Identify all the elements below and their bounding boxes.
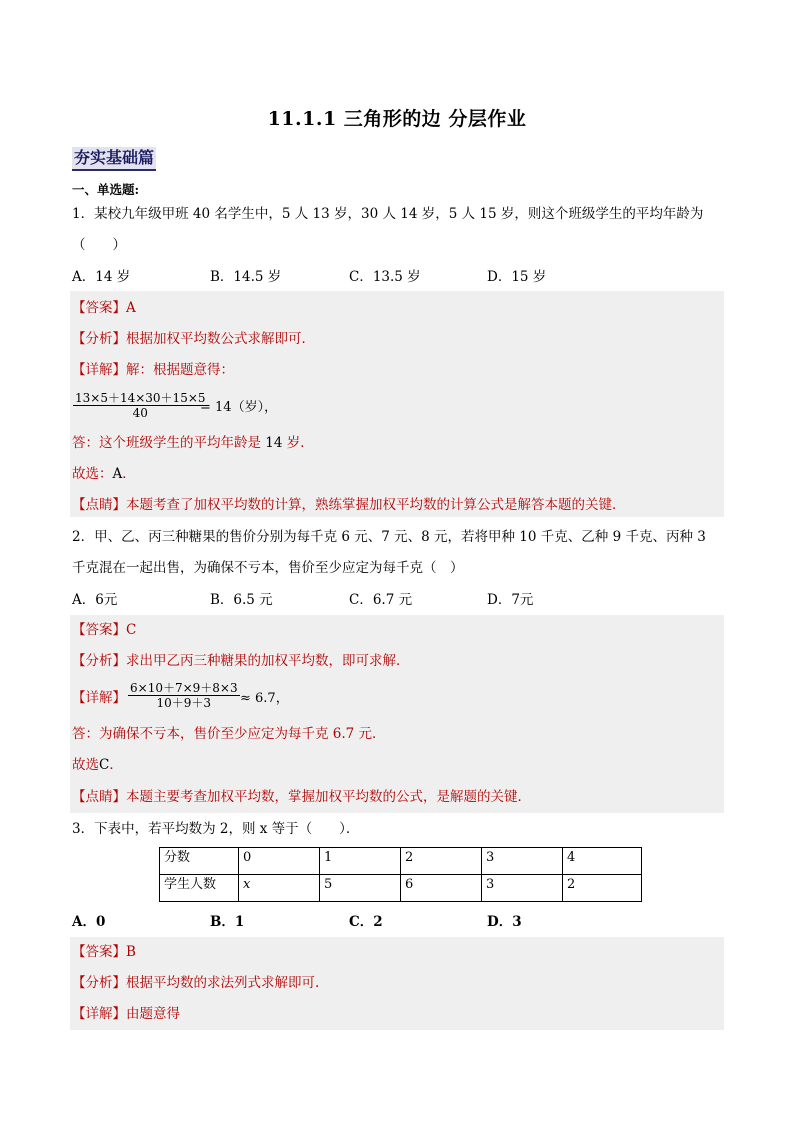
q1-option-d: D．15 岁 bbox=[487, 269, 547, 285]
q3-option-b: B．1 bbox=[210, 914, 245, 930]
q1-stem-line2: （ ） bbox=[72, 237, 126, 253]
q3-analysis bbox=[72, 973, 722, 993]
q2-option-a: A．6元 bbox=[72, 592, 118, 608]
q2-comment bbox=[72, 787, 722, 807]
q2-formula-result: ≈ 6.7， bbox=[240, 691, 289, 706]
fraction-numerator: 13×5＋14×30＋15×5 bbox=[75, 391, 206, 405]
table-cell: x bbox=[239, 875, 320, 902]
table-cell: 2 bbox=[401, 848, 482, 875]
q1-detail bbox=[72, 360, 722, 380]
table-row bbox=[160, 875, 642, 902]
q3-detail bbox=[72, 1004, 722, 1024]
q2-analysis bbox=[72, 651, 722, 671]
q2-conclusion: 答：为确保不亏本，售价至少应定为每千克 6.7 元． bbox=[72, 726, 386, 742]
analysis-tag: 【分析】 bbox=[72, 653, 126, 669]
comment-tag: 【点睛】 bbox=[72, 497, 126, 513]
q1-comment bbox=[72, 495, 722, 515]
q1-choice bbox=[72, 464, 722, 484]
table-cell: 6 bbox=[401, 875, 482, 902]
analysis-text: 根据加权平均数公式求解即可． bbox=[126, 331, 315, 347]
detail-text: 由题意得 bbox=[126, 1006, 180, 1022]
table-cell: 2 bbox=[563, 875, 642, 902]
q1-stem-line1: 1．某校九年级甲班 40 名学生中，5 人 13 岁，30 人 14 岁，5 人 15 岁，则这个班级学生的平均年龄为 bbox=[72, 206, 704, 222]
table-cell: 分数 bbox=[160, 848, 239, 875]
q1-option-a: A．14 岁 bbox=[72, 269, 131, 285]
table-cell: 3 bbox=[482, 875, 563, 902]
q3-score-table bbox=[159, 847, 642, 902]
q1-answer bbox=[72, 298, 722, 318]
analysis-tag: 【分析】 bbox=[72, 331, 126, 347]
page-title: 11.1.1 三角形的边 分层作业 bbox=[267, 108, 527, 130]
q2-option-d: D．7元 bbox=[487, 592, 534, 608]
table-cell: 4 bbox=[563, 848, 642, 875]
q3-stem: 3．下表中，若平均数为 2，则 x 等于（ ）． bbox=[72, 821, 360, 837]
choice-prefix: 故选： bbox=[72, 466, 113, 482]
choice-suffix: ． bbox=[109, 757, 123, 773]
q1-option-b: B．14.5 岁 bbox=[210, 269, 282, 285]
answer-tag: 【答案】 bbox=[72, 300, 126, 316]
analysis-text: 根据平均数的求法列式求解即可. bbox=[126, 975, 320, 991]
q2-option-b: B．6.5 元 bbox=[210, 592, 273, 608]
fraction-denominator: 40 bbox=[132, 406, 148, 420]
q3-answer bbox=[72, 942, 722, 962]
table-cell: 1 bbox=[320, 848, 401, 875]
q3-option-c: C．2 bbox=[349, 914, 383, 930]
analysis-text: 求出甲乙丙三种糖果的加权平均数，即可求解． bbox=[126, 653, 410, 669]
q2-answer bbox=[72, 620, 722, 640]
answer-value: C bbox=[126, 622, 137, 638]
q2-choice bbox=[72, 755, 722, 775]
q1-option-c: C．13.5 岁 bbox=[349, 269, 421, 285]
q2-formula-fraction bbox=[128, 681, 240, 710]
choice-prefix: 故选 bbox=[72, 757, 99, 773]
answer-tag: 【答案】 bbox=[72, 944, 126, 960]
table-cell: 0 bbox=[239, 848, 320, 875]
answer-value: B bbox=[126, 944, 136, 960]
fraction-denominator: 10＋9＋3 bbox=[156, 696, 212, 710]
comment-text: 本题考查了加权平均数的计算，熟练掌握加权平均数的计算公式是解答本题的关键． bbox=[126, 497, 626, 513]
q1-conclusion bbox=[72, 433, 722, 453]
q2-stem-line1: 2．甲、乙、丙三种糖果的售价分别为每千克 6 元、7 元、8 元，若将甲种 10 千克、乙种 9 千克、丙种 3 bbox=[72, 529, 706, 545]
choice-value: C bbox=[99, 757, 110, 773]
conclusion-value: 14 bbox=[265, 435, 283, 451]
choice-suffix: ． bbox=[122, 466, 136, 482]
q2-option-c: C．6.7 元 bbox=[349, 592, 413, 608]
answer-value: A bbox=[126, 300, 136, 316]
comment-tag: 【点睛】 bbox=[72, 789, 126, 805]
table-row bbox=[160, 848, 642, 875]
conclusion-prefix: 答：这个班级学生的平均年龄是 bbox=[72, 435, 266, 451]
table-cell: 3 bbox=[482, 848, 563, 875]
section-heading: 夯实基础篇 bbox=[72, 147, 156, 171]
q3-option-a: A．0 bbox=[72, 914, 106, 930]
table-cell: 学生人数 bbox=[160, 875, 239, 902]
detail-tag: 【详解】 bbox=[72, 362, 126, 378]
q2-stem-line2: 千克混在一起出售，为确保不亏本，售价至少应定为每千克（ ） bbox=[72, 560, 464, 576]
analysis-tag: 【分析】 bbox=[72, 975, 126, 991]
q1-formula-result: = 14（岁）， bbox=[200, 400, 278, 415]
detail-tag: 【详解】 bbox=[72, 690, 126, 706]
detail-text: 解：根据题意得： bbox=[126, 362, 234, 378]
conclusion-suffix: 岁． bbox=[282, 435, 314, 451]
q1-analysis bbox=[72, 329, 722, 349]
choice-value: A bbox=[112, 466, 123, 482]
fraction-numerator: 6×10＋7×9＋8×3 bbox=[130, 681, 238, 695]
answer-tag: 【答案】 bbox=[72, 622, 126, 638]
detail-tag: 【详解】 bbox=[72, 1006, 126, 1022]
q3-option-d: D．3 bbox=[487, 914, 522, 930]
q2-solution-box bbox=[70, 615, 724, 813]
comment-text: 本题主要考查加权平均数，掌握加权平均数的公式，是解题的关键． bbox=[126, 789, 531, 805]
part-heading: 一、单选题: bbox=[72, 182, 140, 197]
q1-formula-fraction bbox=[73, 391, 208, 420]
table-cell: 5 bbox=[320, 875, 401, 902]
